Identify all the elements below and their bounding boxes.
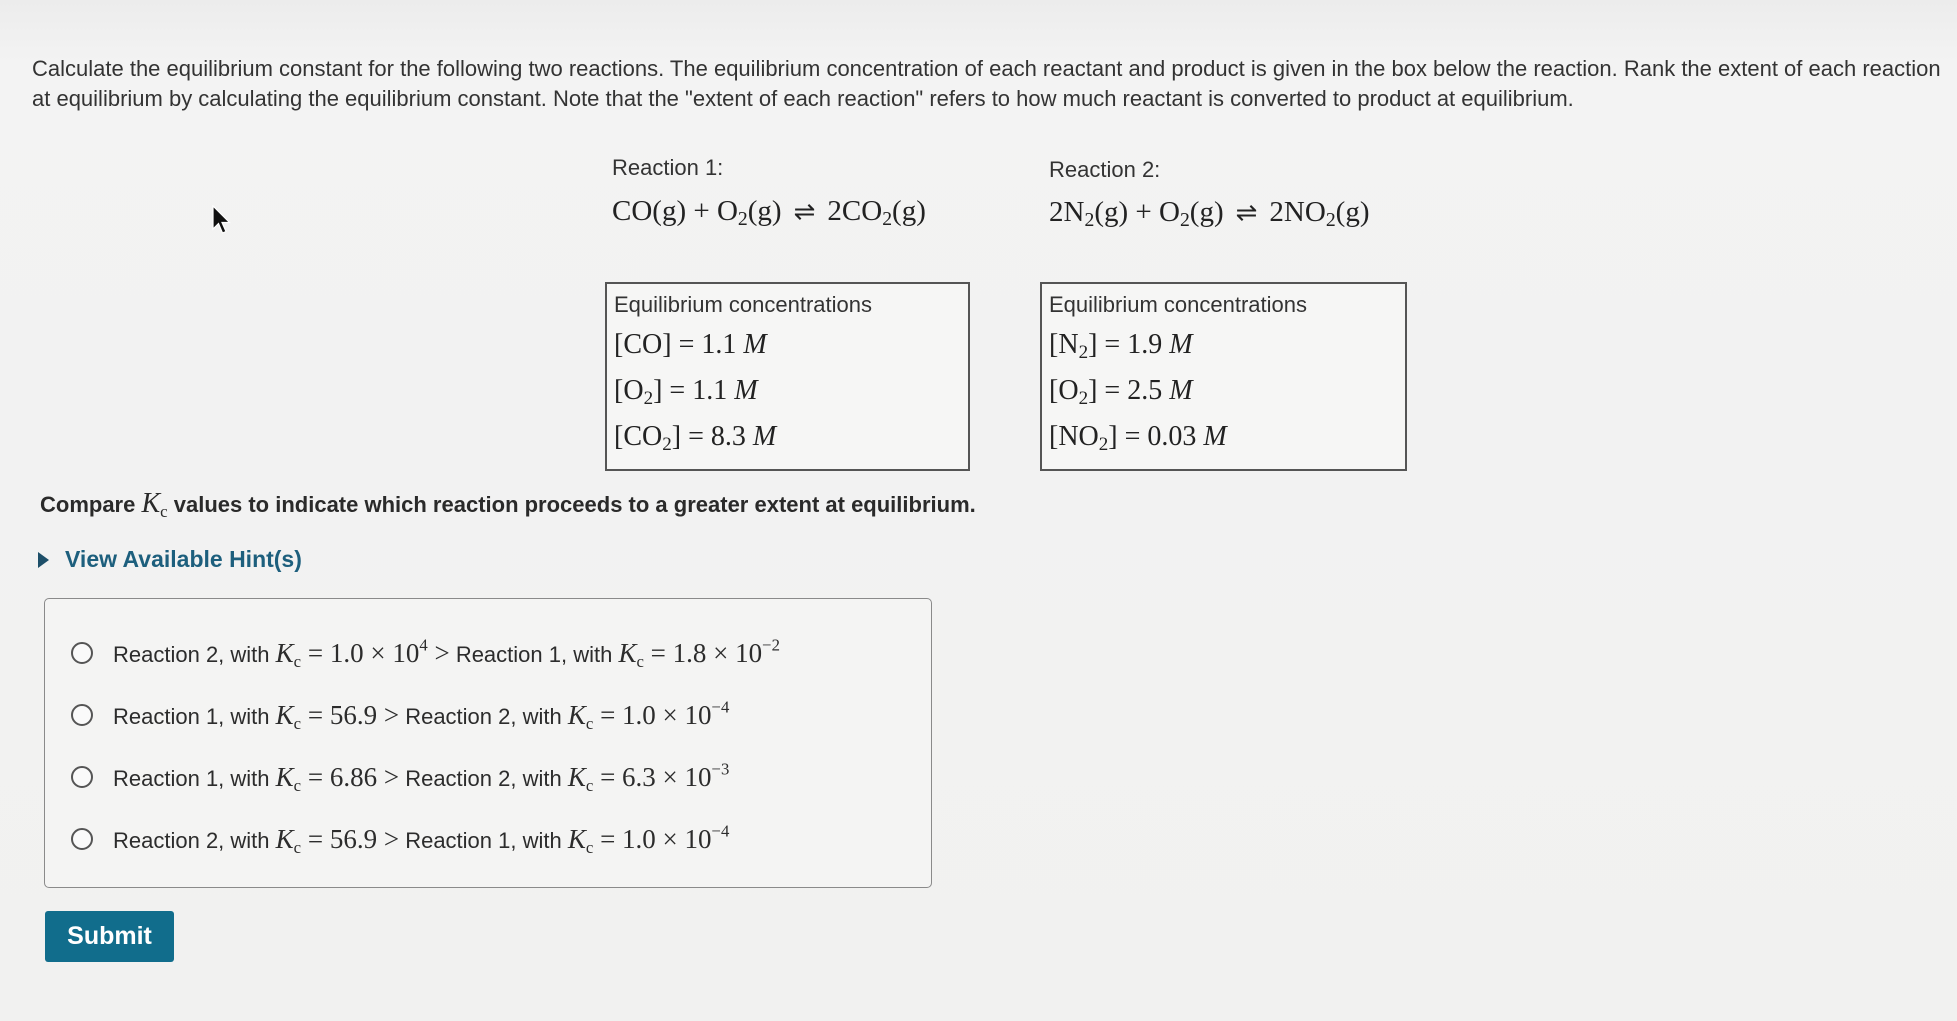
concentration-o2: $[O_2] = 1.1$ M	[614, 375, 758, 409]
concentration-no2: $[NO_2] = 0.03$ M	[1049, 421, 1227, 455]
concentration-co2: $[CO_2] = 8.3$ M	[614, 421, 777, 455]
equilibrium-arrow-icon: ⇌	[1235, 198, 1258, 227]
radio-button[interactable]	[71, 828, 93, 850]
concentration-co: [CO] = 1.1 M	[614, 329, 767, 360]
choice-option-4[interactable]: Reaction 2, with $K_c = 56.9$ > Reaction 1, with $K_c = 1.0 \times 10^{-4}$	[71, 819, 729, 859]
reaction-2-label: Reaction 2:	[1049, 157, 1161, 182]
submit-button[interactable]: Submit	[45, 911, 174, 962]
choice-option-1[interactable]: Reaction 2, with $K_c = 1.0 \times 10^4$ > Reaction 1, with $K_c = 1.8 \times 10^{-2}$	[71, 633, 780, 673]
answer-choices	[44, 598, 932, 888]
view-hints-toggle[interactable]: View Available Hint(s)	[38, 546, 302, 573]
reaction-2-equation: $2N_2(g) + O_2(g)$ ⇌ $2NO_2(g)$	[1049, 196, 1370, 231]
reaction-1-concentrations-box	[605, 282, 970, 471]
choice-option-3[interactable]: Reaction 1, with $K_c = 6.86$ > Reaction 2, with $K_c = 6.3 \times 10^{-3}$	[71, 757, 729, 797]
choice-option-2[interactable]: Reaction 1, with $K_c = 56.9$ > Reaction 2, with $K_c = 1.0 \times 10^{-4}$	[71, 695, 729, 735]
concentration-o2: $[O_2] = 2.5$ M	[1049, 375, 1193, 409]
mouse-cursor-icon	[212, 205, 234, 237]
box-title: Equilibrium concentrations	[1049, 292, 1308, 317]
concentration-n2: $[N_2] = 1.9$ M	[1049, 329, 1193, 363]
reaction-2-concentrations-box	[1040, 282, 1407, 471]
radio-button[interactable]	[71, 766, 93, 788]
reaction-1-label: Reaction 1:	[612, 155, 724, 180]
radio-button[interactable]	[71, 642, 93, 664]
box-title: Equilibrium concentrations	[614, 292, 873, 317]
equilibrium-arrow-icon: ⇌	[793, 197, 816, 226]
radio-button[interactable]	[71, 704, 93, 726]
reaction-1-equation: $CO(g) + O_2(g)$ ⇌ $2CO_2(g)$	[612, 195, 926, 230]
question-prompt: Compare $K_c$ values to indicate which reaction proceeds to a greater extent at equilibrium.	[40, 488, 976, 522]
problem-instructions: Calculate the equilibrium constant for the following two reactions. The equilibrium concentration of each reactant and product is given in the box below the reaction. Rank the extent of each reaction at equilibrium by calculating the equilibrium constant. Note that the "extent of each reaction" refers to how much reactant is converted to product at equilibrium.	[32, 56, 1941, 111]
triangle-right-icon	[38, 552, 49, 568]
